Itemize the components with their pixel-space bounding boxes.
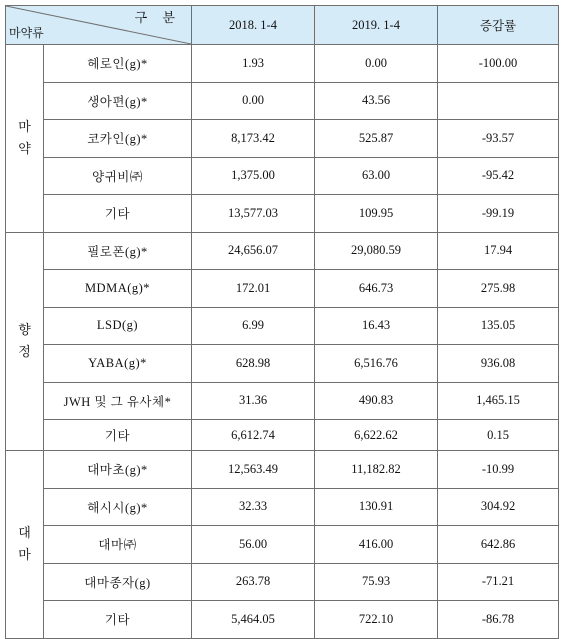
value-2019-cell: 525.87 bbox=[315, 120, 438, 158]
table-row bbox=[6, 270, 559, 308]
change-rate-cell: -95.42 bbox=[438, 157, 559, 195]
change-rate-cell: 275.98 bbox=[438, 270, 559, 308]
value-2019-cell: 6,516.76 bbox=[315, 345, 438, 383]
value-2019-cell: 16.43 bbox=[315, 307, 438, 345]
value-2019-cell: 63.00 bbox=[315, 157, 438, 195]
drug-name-cell: 대마초(g)* bbox=[44, 451, 192, 489]
value-2019-cell: 490.83 bbox=[315, 382, 438, 420]
change-rate-cell: -100.00 bbox=[438, 45, 559, 83]
header-row bbox=[6, 6, 559, 45]
group-label-char: 대 bbox=[18, 525, 31, 541]
drug-name-cell: JWH 및 그 유사체* bbox=[44, 382, 192, 420]
value-2018-cell: 56.00 bbox=[192, 526, 315, 564]
change-rate-cell: 17.94 bbox=[438, 232, 559, 270]
header-drug-type-label: 마약류 bbox=[9, 26, 44, 40]
drug-name-cell: 생아편(g)* bbox=[44, 82, 192, 120]
drug-name-cell: YABA(g)* bbox=[44, 345, 192, 383]
table-row bbox=[6, 345, 559, 383]
table-row bbox=[6, 382, 559, 420]
value-2018-cell: 6.99 bbox=[192, 307, 315, 345]
change-rate-cell: 0.15 bbox=[438, 420, 559, 451]
drug-seizure-table bbox=[5, 5, 559, 639]
value-2018-cell: 6,612.74 bbox=[192, 420, 315, 451]
value-2018-cell: 263.78 bbox=[192, 563, 315, 601]
header-2018: 2018. 1-4 bbox=[192, 6, 315, 45]
header-corner-cell bbox=[6, 6, 192, 45]
table-row bbox=[6, 45, 559, 83]
value-2018-cell: 8,173.42 bbox=[192, 120, 315, 158]
value-2018-cell: 628.98 bbox=[192, 345, 315, 383]
group-label-cell bbox=[6, 232, 44, 451]
drug-name-cell: 대마종자(g) bbox=[44, 563, 192, 601]
value-2019-cell: 722.10 bbox=[315, 601, 438, 639]
value-2019-cell: 11,182.82 bbox=[315, 451, 438, 489]
table-row bbox=[6, 488, 559, 526]
change-rate-cell: 1,465.15 bbox=[438, 382, 559, 420]
change-rate-cell: -93.57 bbox=[438, 120, 559, 158]
table-row bbox=[6, 157, 559, 195]
drug-name-cell: MDMA(g)* bbox=[44, 270, 192, 308]
table-row bbox=[6, 563, 559, 601]
value-2018-cell: 13,577.03 bbox=[192, 195, 315, 233]
table-row bbox=[6, 120, 559, 158]
value-2019-cell: 0.00 bbox=[315, 45, 438, 83]
change-rate-cell: 304.92 bbox=[438, 488, 559, 526]
group-label-char: 마 bbox=[18, 119, 31, 135]
group-label-char: 정 bbox=[18, 344, 31, 360]
drug-name-cell: 해시시(g)* bbox=[44, 488, 192, 526]
change-rate-cell: -71.21 bbox=[438, 563, 559, 601]
table-row bbox=[6, 420, 559, 451]
drug-name-cell: 기타 bbox=[44, 601, 192, 639]
change-rate-cell: 135.05 bbox=[438, 307, 559, 345]
group-label-char: 마 bbox=[18, 547, 31, 563]
value-2019-cell: 646.73 bbox=[315, 270, 438, 308]
change-rate-cell bbox=[438, 82, 559, 120]
value-2018-cell: 24,656.07 bbox=[192, 232, 315, 270]
change-rate-cell: 642.86 bbox=[438, 526, 559, 564]
value-2018-cell: 5,464.05 bbox=[192, 601, 315, 639]
group-label-cell bbox=[6, 45, 44, 233]
table-row bbox=[6, 601, 559, 639]
table-row bbox=[6, 82, 559, 120]
value-2018-cell: 12,563.49 bbox=[192, 451, 315, 489]
drug-name-cell: 필로폰(g)* bbox=[44, 232, 192, 270]
value-2019-cell: 130.91 bbox=[315, 488, 438, 526]
change-rate-cell: -99.19 bbox=[438, 195, 559, 233]
value-2018-cell: 1,375.00 bbox=[192, 157, 315, 195]
group-label-char: 약 bbox=[18, 141, 31, 157]
drug-name-cell: 기타 bbox=[44, 195, 192, 233]
header-category-label: 구 분 bbox=[134, 10, 181, 25]
value-2019-cell: 43.56 bbox=[315, 82, 438, 120]
value-2019-cell: 29,080.59 bbox=[315, 232, 438, 270]
value-2019-cell: 109.95 bbox=[315, 195, 438, 233]
drug-name-cell: 양귀비㈜ bbox=[44, 157, 192, 195]
header-change-rate: 증감률 bbox=[438, 6, 559, 45]
table-row bbox=[6, 307, 559, 345]
table-row bbox=[6, 451, 559, 489]
change-rate-cell: -10.99 bbox=[438, 451, 559, 489]
change-rate-cell: 936.08 bbox=[438, 345, 559, 383]
drug-name-cell: 기타 bbox=[44, 420, 192, 451]
drug-name-cell: LSD(g) bbox=[44, 307, 192, 345]
value-2018-cell: 31.36 bbox=[192, 382, 315, 420]
value-2018-cell: 172.01 bbox=[192, 270, 315, 308]
drug-name-cell: 코카인(g)* bbox=[44, 120, 192, 158]
drug-name-cell: 헤로인(g)* bbox=[44, 45, 192, 83]
table-row bbox=[6, 195, 559, 233]
change-rate-cell: -86.78 bbox=[438, 601, 559, 639]
drug-name-cell: 대마㈜ bbox=[44, 526, 192, 564]
value-2018-cell: 1.93 bbox=[192, 45, 315, 83]
group-label-cell bbox=[6, 451, 44, 639]
group-label-char: 향 bbox=[18, 322, 31, 338]
table-row bbox=[6, 526, 559, 564]
value-2019-cell: 416.00 bbox=[315, 526, 438, 564]
value-2018-cell: 32.33 bbox=[192, 488, 315, 526]
table-row bbox=[6, 232, 559, 270]
value-2018-cell: 0.00 bbox=[192, 82, 315, 120]
value-2019-cell: 6,622.62 bbox=[315, 420, 438, 451]
table-body bbox=[6, 45, 559, 639]
value-2019-cell: 75.93 bbox=[315, 563, 438, 601]
header-2019: 2019. 1-4 bbox=[315, 6, 438, 45]
